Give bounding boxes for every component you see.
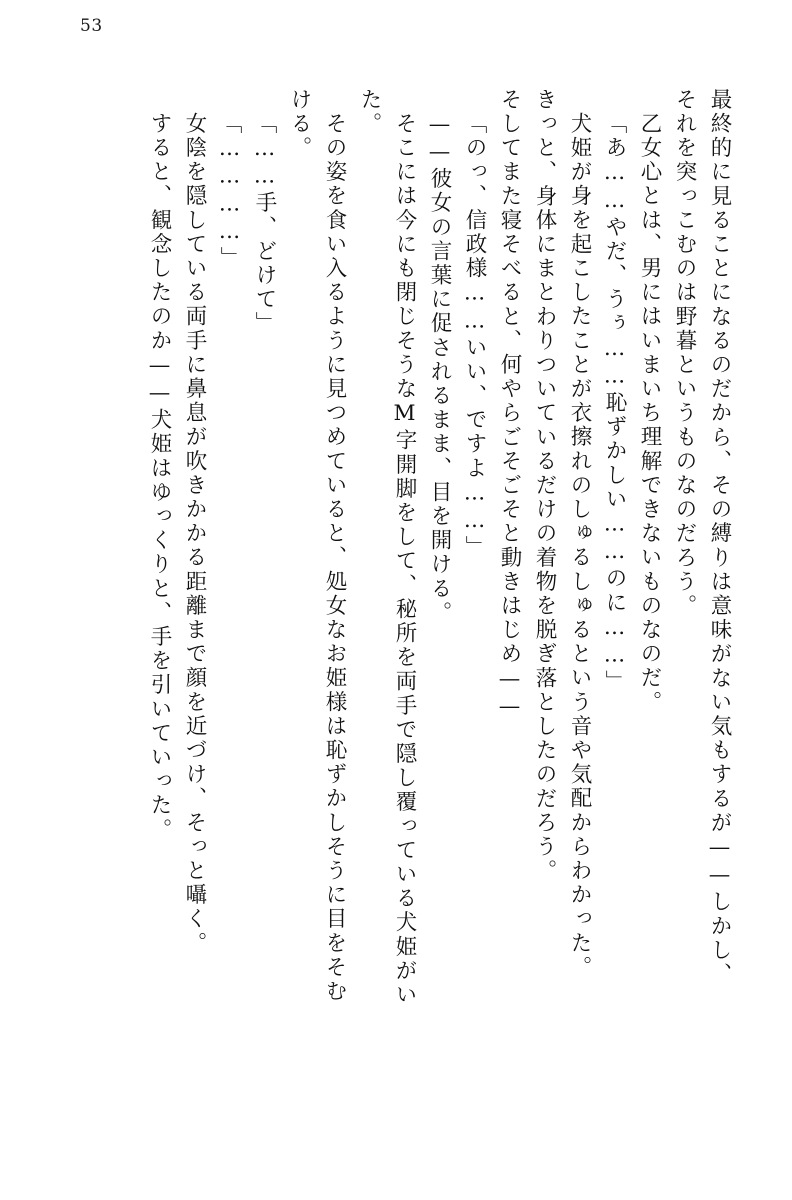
text-column: 「……手、どけて」	[252, 112, 277, 336]
text-column: 犬姫が身を起こしたことが衣擦れのしゅるしゅるという音や気配からわかった。	[567, 112, 592, 980]
page-number: 53	[80, 16, 103, 36]
text-column: きっと、身体にまとわりついているだけの着物を脱ぎ落としたのだろう。	[532, 88, 557, 884]
text-column: すると、観念したのか——犬姫はゆっくりと、手を引いていった。	[147, 112, 172, 842]
text-column: その姿を食い入るように見つめていると、処女なお姫様は恥ずかしそうに目をそむ	[322, 112, 347, 1004]
vertical-text-body	[62, 88, 730, 1148]
text-column: 最終的に見ることになるのだから、その縛りは意味がない気もするが——しかし、	[707, 88, 732, 987]
text-column: 女陰を隠している両手に鼻息が吹きかかる距離まで顔を近づけ、そっと囁く。	[182, 112, 207, 956]
text-column: た。	[357, 88, 382, 137]
text-column: 「あ……やだ、うぅ……恥ずかしい……のに……」	[602, 112, 627, 695]
text-column: そしてまた寝そべると、何やらごそごそと動きはじめ——	[497, 88, 522, 722]
text-column: 「…………」	[217, 112, 242, 271]
text-column: 乙女心とは、男にはいまいち理解できないものなのだ。	[637, 112, 662, 715]
text-column: ——彼女の言葉に促されるまま、目を開ける。	[427, 112, 452, 626]
text-column: そこには今にも閉じそうなM字開脚をして、秘所を両手で隠し覆っている犬姫がい	[392, 112, 417, 1008]
text-column: ける。	[287, 88, 312, 161]
text-column: それを突っこむのは野暮というものなのだろう。	[672, 88, 697, 619]
text-column: 「のっ、信政様……いい、ですよ……」	[462, 112, 487, 560]
